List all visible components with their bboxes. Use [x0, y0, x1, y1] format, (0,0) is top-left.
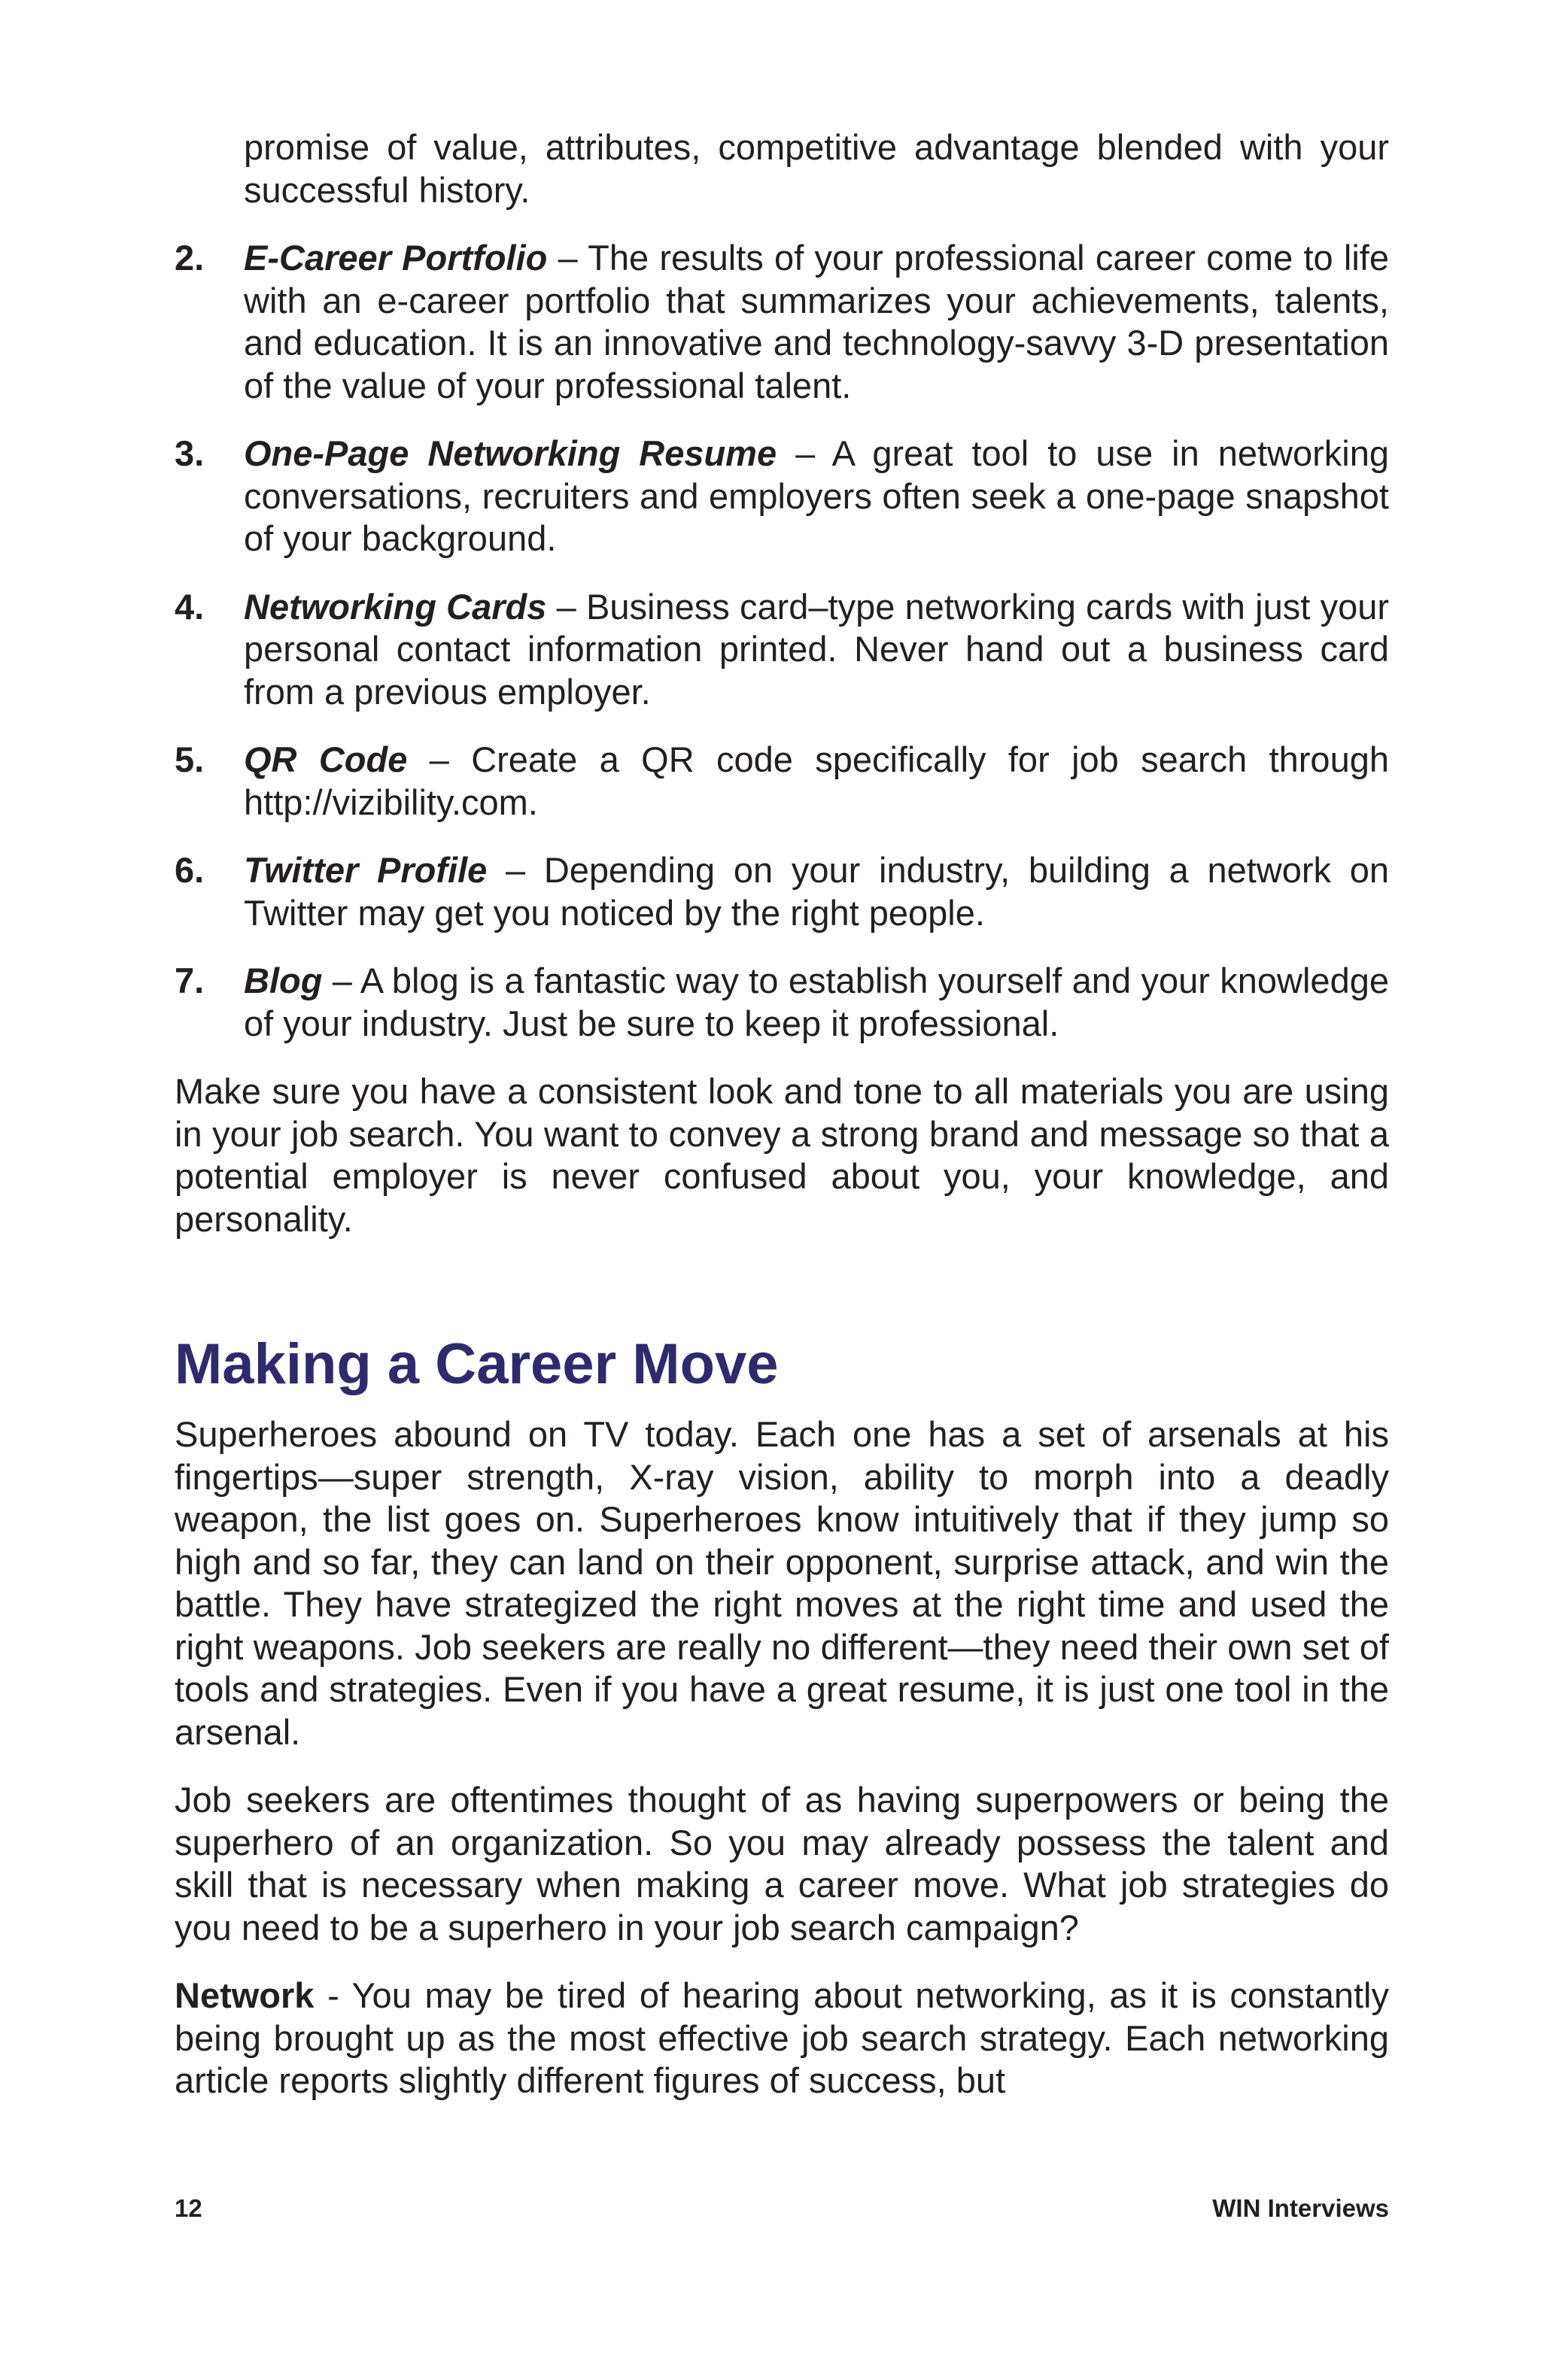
body-paragraph-job-seekers: Job seekers are oftentimes thought of as having superpowers or being the superhero of an organization. So you may already possess the talent and skill that is necessary when making a career move. What job strategies do you need to be a superhero in your job search campaign? — [175, 1780, 1389, 1947]
tools-list — [175, 237, 1389, 1045]
body-paragraph-network — [175, 1975, 1389, 2102]
list-item-text: – The results of your professional career come to life with an e-career portfolio that summarizes your achievements, talents, and education. It is an innovative and technology-savvy 3-D presentation of the value of your professional talent. — [244, 238, 1389, 405]
list-item-text: – Depending on your industry, building a network on Twitter may get you noticed by the right people. — [244, 850, 1389, 933]
list-item — [175, 237, 1389, 407]
list-item-number: 3. — [175, 433, 205, 473]
network-term: Network — [175, 1975, 315, 2015]
list-item-number: 2. — [175, 238, 205, 278]
page-number: 12 — [175, 2194, 202, 2222]
continuation-text: promise of value, attributes, competitive advantage blended with your successful history. — [244, 127, 1389, 210]
list-item — [175, 849, 1389, 934]
page-content — [175, 126, 1389, 2128]
list-item-text: – A blog is a fantastic way to establish yourself and your knowledge of your industry. Just be sure to keep it professional. — [244, 961, 1389, 1043]
list-item-text: – Business card–type networking cards with just your personal contact information printed. Never hand out a business card from a previous employer. — [244, 586, 1390, 712]
list-item-term: Blog — [244, 961, 323, 1000]
list-item-number: 5. — [175, 739, 205, 779]
section-heading: Making a Career Move — [175, 1332, 779, 1396]
list-item-number: 7. — [175, 961, 205, 1000]
list-item — [175, 960, 1389, 1045]
list-item-text: – A great tool to use in networking conversations, recruiters and employers often seek a one-page snapshot of your background. — [244, 433, 1389, 558]
list-item-term: Twitter Profile — [244, 850, 488, 890]
list-item-number: 4. — [175, 586, 205, 627]
list-item-term: QR Code — [244, 739, 408, 779]
list-item — [175, 433, 1389, 560]
body-paragraph-superheroes: Superheroes abound on TV today. Each one has a set of arsenals at his fingertips—super strength, X-ray vision, ability to morph into a deadly weapon, the list goes on. Superheroes know intuitively that if they jump so high and so far, they can land on their opponent, surprise attack, and win the battle. They have strategized the right moves at the right time and used the right weapons. Job seekers are really no different—they need their own set of tools and strategies. Even if you have a great resume, it is just one tool in the arsenal. — [175, 1414, 1389, 1752]
list-item — [175, 586, 1389, 714]
list-item-term: E-Career Portfolio — [244, 238, 548, 278]
closing-paragraph: Make sure you have a consistent look and tone to all materials you are using in your job search. You want to convey a strong brand and message so that a potential employer is never confused about you, your knowledge, and personality. — [175, 1071, 1389, 1239]
list-item-term: One-Page Networking Resume — [244, 433, 777, 473]
list-item — [175, 739, 1389, 824]
list-item-term: Networking Cards — [244, 586, 547, 627]
list-item-number: 6. — [175, 850, 205, 890]
network-text: - You may be tired of hearing about networking, as it is constantly being brought up as the most effective job search strategy. Each networking article reports slightly different figures of success, but — [175, 1975, 1389, 2100]
running-footer-title: WIN Interviews — [1212, 2194, 1389, 2222]
list-item-text: – Create a QR code specifically for job search through http://vizibility.com. — [244, 739, 1389, 822]
